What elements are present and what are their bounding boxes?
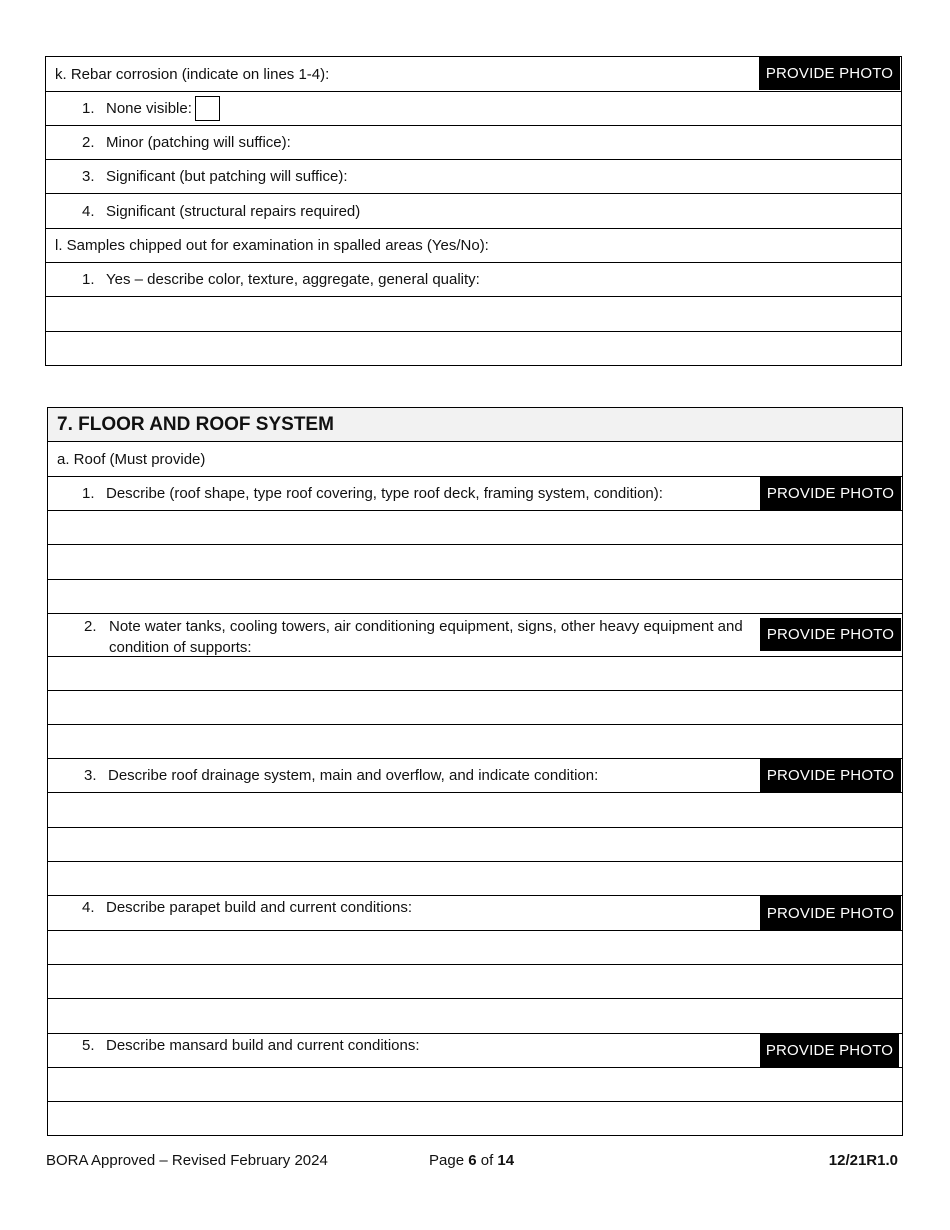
section-header-row xyxy=(48,408,902,442)
rebar-corrosion-title: k. Rebar corrosion (indicate on lines 1-4): xyxy=(55,65,330,83)
roof-describe-label: Describe (roof shape, type roof covering, type roof deck, framing system, condition): xyxy=(106,485,663,502)
answer-line[interactable] xyxy=(48,725,902,759)
item-text xyxy=(82,194,360,228)
list-item xyxy=(48,759,902,793)
rebar-samples-table xyxy=(45,56,902,366)
provide-photo-button[interactable]: PROVIDE PHOTO xyxy=(760,896,901,930)
list-item xyxy=(46,194,901,229)
list-item xyxy=(46,92,901,126)
page-prefix: Page xyxy=(429,1152,465,1169)
provide-photo-button[interactable]: PROVIDE PHOTO xyxy=(760,477,901,510)
none-visible-label: None visible: xyxy=(106,100,192,117)
answer-line[interactable] xyxy=(48,691,902,725)
answer-line[interactable] xyxy=(48,999,902,1034)
list-item xyxy=(48,614,902,657)
roof-drainage-label: Describe roof drainage system, main and overflow, and indicate condition: xyxy=(108,767,599,784)
answer-line[interactable] xyxy=(48,793,902,828)
page-current: 6 xyxy=(468,1152,477,1169)
mansard-label: Describe mansard build and current conditions: xyxy=(106,1037,420,1054)
item-text xyxy=(82,263,480,296)
item-text xyxy=(82,160,348,193)
item-text xyxy=(82,899,412,930)
item-number: 5. xyxy=(82,1037,95,1054)
footer-page-number xyxy=(429,1152,514,1169)
answer-line[interactable] xyxy=(48,657,902,691)
item-number: 2. xyxy=(82,134,95,151)
item-number: 3. xyxy=(84,767,97,784)
answer-line[interactable] xyxy=(46,332,901,366)
item-number: 1. xyxy=(82,100,95,117)
significant-structural-label: Significant (structural repairs required) xyxy=(106,202,361,220)
item-text xyxy=(82,126,291,159)
item-number: 1. xyxy=(82,271,95,288)
samples-yes-label: Yes – describe color, texture, aggregate, general quality: xyxy=(106,271,480,288)
item-text xyxy=(82,92,220,125)
answer-line[interactable] xyxy=(48,965,902,999)
answer-line[interactable] xyxy=(48,545,902,580)
heavy-equipment-label: Note water tanks, cooling towers, air conditioning equipment, signs, other heavy equipment and condition of supports: xyxy=(109,618,743,656)
samples-header-row xyxy=(46,229,901,263)
list-item xyxy=(48,477,902,511)
answer-line[interactable] xyxy=(48,828,902,862)
item-number: 3. xyxy=(82,168,95,185)
list-item xyxy=(48,1034,902,1068)
answer-line[interactable] xyxy=(48,1068,902,1102)
item-text xyxy=(84,759,598,792)
page-total: 14 xyxy=(497,1152,515,1169)
provide-photo-button[interactable]: PROVIDE PHOTO xyxy=(759,57,900,90)
list-item xyxy=(46,263,901,297)
answer-line[interactable] xyxy=(48,862,902,896)
footer-approval: BORA Approved – Revised February 2024 xyxy=(46,1152,328,1169)
floor-roof-table xyxy=(47,407,903,1136)
answer-line[interactable] xyxy=(48,511,902,545)
list-item xyxy=(46,160,901,194)
significant-patching-label: Significant (but patching will suffice): xyxy=(106,168,348,185)
rebar-corrosion-header-row xyxy=(46,57,901,92)
none-visible-checkbox[interactable] xyxy=(195,96,220,121)
answer-line[interactable] xyxy=(48,580,902,614)
answer-line[interactable] xyxy=(48,931,902,965)
item-number: 1. xyxy=(82,485,95,502)
provide-photo-button[interactable]: PROVIDE PHOTO xyxy=(760,759,901,792)
item-number: 4. xyxy=(82,899,95,916)
item-number: 2. xyxy=(84,618,97,635)
parapet-label: Describe parapet build and current conditions: xyxy=(106,899,413,916)
answer-line[interactable] xyxy=(46,297,901,332)
roof-subtitle-row xyxy=(48,442,902,477)
list-item xyxy=(46,126,901,160)
item-text xyxy=(84,616,754,656)
page-of: of xyxy=(480,1152,494,1169)
minor-label: Minor (patching will suffice): xyxy=(106,134,291,151)
footer-revision: 12/21R1.0 xyxy=(828,1152,898,1169)
samples-title: l. Samples chipped out for examination in spalled areas (Yes/No): xyxy=(55,237,489,254)
roof-subtitle: a. Roof (Must provide) xyxy=(57,450,206,468)
item-text xyxy=(82,1037,420,1067)
item-number: 4. xyxy=(82,202,95,220)
answer-line[interactable] xyxy=(48,1102,902,1136)
provide-photo-button[interactable]: PROVIDE PHOTO xyxy=(760,1034,899,1067)
provide-photo-button[interactable]: PROVIDE PHOTO xyxy=(760,618,901,651)
list-item xyxy=(48,896,902,931)
section-title: 7. FLOOR AND ROOF SYSTEM xyxy=(57,413,334,435)
item-text xyxy=(82,477,663,510)
